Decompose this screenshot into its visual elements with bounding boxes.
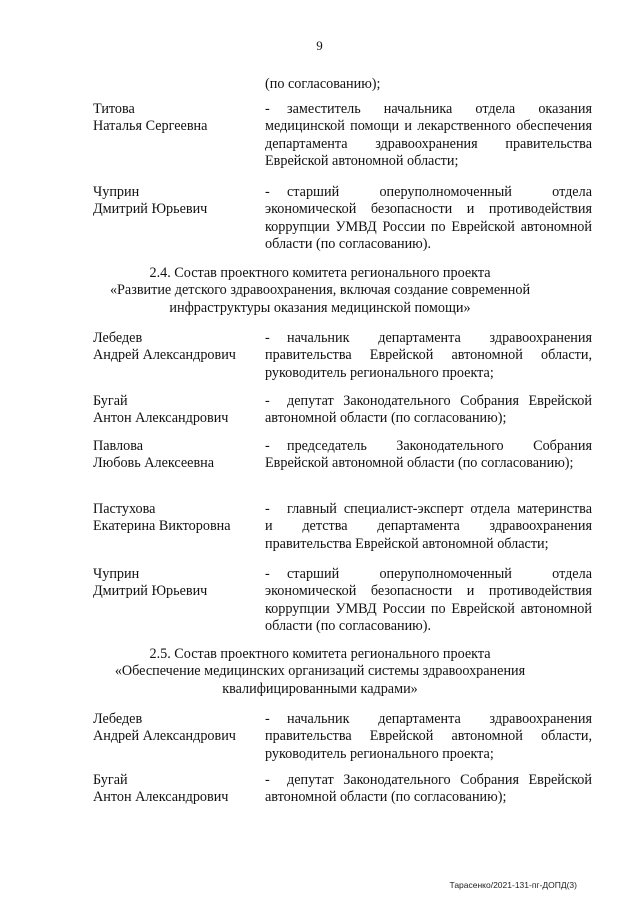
footer-document-code: Тарасенко/2021-131-пг-ДОПД(3) [449,880,577,890]
position-text: председатель Законодательного Собрания Еврейской автономной области (по согласованию); [265,438,592,472]
member-given-names: Андрей Александрович [93,728,236,745]
member-given-names: Антон Александрович [93,789,229,806]
member-name [93,501,263,536]
member-given-names: Антон Александрович [93,410,229,427]
dash: - [265,772,270,788]
page-number: 9 [316,38,323,53]
member-position [265,711,592,763]
position-text: начальник департамента здравоохранения правительства Еврейской автономной области, руководитель регионального проекта; [265,711,592,762]
member-given-names: Дмитрий Юрьевич [93,201,208,218]
position-text: депутат Законодательного Собрания Еврейской автономной области (по согласованию); [265,393,592,427]
continuation-text: (по согласованию); [265,76,381,92]
member-surname: Бугай [93,772,128,788]
project-name-line: «Обеспечение медицинских организаций системы здравоохранения [114,663,526,680]
member-name [93,438,263,473]
dash: - [265,501,270,517]
member-name [93,101,263,136]
member-surname: Чуприн [93,184,140,200]
project-name-line: инфраструктуры оказания медицинской помощи» [169,299,471,316]
member-name [93,566,263,601]
member-name [93,711,263,746]
member-position [265,566,592,636]
project-name-line: квалифицированными кадрами» [222,680,418,697]
position-text: старший оперуполномоченный отдела экономической безопасности и противодействия коррупции УМВД России по Еврейской автономной области (по согласованию). [265,184,592,253]
member-given-names: Любовь Алексеевна [93,455,215,472]
member-given-names: Андрей Александрович [93,347,236,364]
position-text: начальник департамента здравоохранения правительства Еврейской автономной области, руководитель регионального проекта; [265,330,592,381]
member-position [265,393,592,428]
member-surname: Чуприн [93,566,140,582]
member-name [93,184,263,219]
member-position [265,438,592,473]
member-surname: Пастухова [93,501,156,517]
member-position [265,501,592,553]
dash: - [265,393,270,409]
position-text: депутат Законодательного Собрания Еврейской автономной области (по согласованию); [265,772,592,806]
dash: - [265,566,270,582]
dash: - [265,101,270,117]
section-title: 2.5. Состав проектного комитета регионального проекта [149,646,491,662]
project-name-line: «Развитие детского здравоохранения, включая создание современной [109,282,531,299]
section-heading-2-4 [90,265,550,317]
member-surname: Титова [93,101,135,117]
member-given-names: Наталья Сергеевна [93,118,208,135]
member-surname: Лебедев [93,711,143,727]
dash: - [265,184,270,200]
member-surname: Бугай [93,393,128,409]
member-name [93,772,263,807]
dash: - [265,438,270,454]
member-name [93,393,263,428]
member-position [265,184,592,254]
section-heading-2-5 [90,646,550,698]
member-given-names: Дмитрий Юрьевич [93,583,208,600]
position-text: главный специалист-эксперт отдела материнства и детства департамента здравоохранения правительства Еврейской автономной области; [265,501,592,552]
section-title: 2.4. Состав проектного комитета регионального проекта [149,265,491,281]
member-position [265,772,592,807]
position-text: старший оперуполномоченный отдела экономической безопасности и противодействия коррупции УМВД России по Еврейской автономной области (по согласованию). [265,566,592,635]
dash: - [265,711,270,727]
member-surname: Лебедев [93,330,143,346]
dash: - [265,330,270,346]
member-name [93,330,263,365]
member-position [265,101,592,171]
member-surname: Павлова [93,438,144,454]
position-text: заместитель начальника отдела оказания медицинской помощи и лекарственного обеспечения департамента здравоохранения правительства Еврейской автономной области; [265,101,592,170]
member-position [265,330,592,382]
member-given-names: Екатерина Викторовна [93,518,231,535]
